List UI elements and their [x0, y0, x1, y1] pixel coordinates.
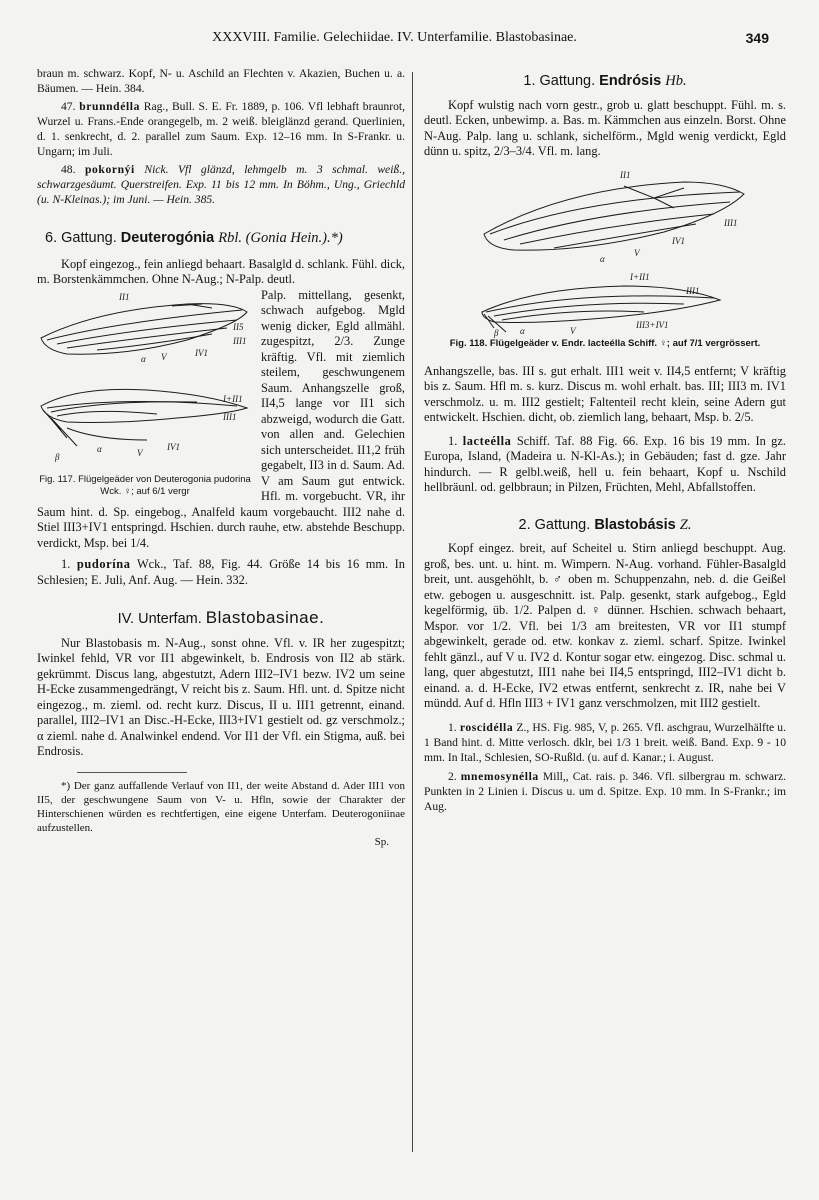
genus-number: 2. Gattung. [518, 516, 591, 533]
species-number: 1. [61, 557, 71, 571]
genus-description: Kopf eingez. breit, auf Scheitel u. Stirn anliegd beschuppt. Aug. groß, bes. unt. u. hint. m. Wimpern. N-Aug. vorhand. Fühler-Basalgld breit, unt. ausgehöhlt, b. ♂ oben m. Schuppenzahn, neb. d. die Geißel etw. gebogen u. ausgeschnitt. ist. Palp. gesenkt, stark aufgebog., Egld kegelförmig, üb. 1/2. Palpen d. ♀ dünner. Hschien. schwach behaart, Mspor. vor 1/2. Vfl. bei 1/3 am breitesten, VR vor II1 stumpf abgewinkelt, gerade od. etw. konkav z. zieml. scharf. Spitze. Iwinkel fehlt gänzl., auf V u. IV2 d. Kontur sogar etw. eingezog. Disc. schmal u. lang, quer abgestutzt, III1 nahe bei II4,5 entspringd, III2–IV1 dicht b. einand. a. d. H-Ecke, IV2 etwas entfernt, senkrecht z. IR, nahe bei V mündd. Auf d. Hfln III3 + IV1 ganz verschmolzen, mit III2 gestielt. [424, 541, 786, 710]
species-entry-48 [37, 162, 405, 207]
species-text: Schiff. Taf. 88 Fig. 66. Exp. 16 bis 19 mm. In gz. Europa, Island, (Madeira u. N-Kl-As.); in Gebäuden; fast d. gze. Jahr hindurch. — R gelbl.weiß, hell u. fein behaart, Kopf u. Nschild hellbräunl. od. gelbbraun; in Pilzen, Früchten, Mehl, Abfallstoffen. [424, 433, 786, 494]
subfamily-name: Blastobasinae. [205, 608, 325, 627]
subfamily-description: Nur Blastobasis m. N-Aug., sonst ohne. Vfl. v. IR her zugespitzt; Iwinkel fehld, VR vor II1 abgewinkelt, b. Endrosis von II2 ab stärk. gekrümmt. Discus lang, abgestutzt, Adern III2–IV1 bezw. IV2 um seine H-Ecke zusammengedrängt, V reicht bis z. Saum. Hfl. unt. d. Spitze nicht eingezog., m. zieml. od. recht kurz. Discus, II u. III1 getrennt, einand. parallel, III2–IV1 an Disc.-H-Ecke, III3+IV1 gestielt od. gz verschmolz.; α zieml. nahe d. Analwinkel endend. Vor II1 der Vfl. ein Stigma, auß. bei Endrosis. [37, 635, 405, 758]
genus-author: Hb. [665, 73, 687, 89]
genus-name: Deuterogónia [120, 230, 215, 246]
running-title: XXXVIII. Familie. Gelechiidae. IV. Unterfamilie. Blastobasinae. [212, 30, 577, 45]
running-header [0, 30, 819, 56]
genus-heading [424, 518, 786, 534]
left-column [37, 66, 405, 1156]
vein-label: V [137, 447, 143, 458]
species-entry-47 [37, 99, 405, 159]
paragraph-braun: braun m. schwarz. Kopf, N- u. Aschild an Flechten v. Akazien, Buchen u. a. Bäumen. — Hein. 384. [37, 67, 405, 95]
footnote: *) Der ganz auffallende Verlauf von II1, der weite Abstand d. Ader III1 von II5, der geschwungene Saum von V- u. Hfln, sowie der Charakter der Hinterschienen würden es rechtfertigen, eine eigene Unterfam. Deuterogoniinae aufzustellen. [37, 779, 405, 834]
vein-label: α [141, 353, 146, 364]
figure-118 [424, 168, 786, 338]
right-column [424, 66, 786, 1156]
figure-117 [37, 290, 253, 496]
species-name: lacteélla [462, 433, 512, 448]
vein-label: V [161, 351, 167, 362]
species-name: mnemosynélla [460, 769, 539, 783]
vein-label: III1 [233, 335, 247, 346]
vein-label: II1 [620, 169, 631, 180]
species-text: Wck., Taf. 88, Fig. 44. Größe 14 bis 16 mm. In Schlesien; E. Juli, Anf. Aug. — Hein. 332. [37, 557, 405, 587]
species-number: 1. [448, 433, 458, 448]
genus-description: Kopf wulstig nach vorn gestr., grob u. glatt beschuppt. Fühl. m. s. deutl. Ecken, unbewimp. a. Bas. m. Kämmchen aus einzeln. Borst. Ohne N-Aug. Palp. lang u. schlank, sichelförm., Mgld wenig verdickt, Egld dünn u. spitz, 2/3–3/4. Vfl. m. lang. [424, 97, 786, 158]
vein-label: III1 [686, 285, 700, 296]
species-text: Mill,, Cat. rais. p. 346. Vfl. silbergrau m. schwarz. Punkten in 2 Linien i. Discus u. um d. Spitze. Exp. 10 mm. In S-Frankr.; im Aug. [424, 769, 786, 813]
vein-label: II1 [119, 291, 130, 302]
subfamily-number: IV. Unterfam. [117, 611, 202, 627]
vein-label: V [634, 247, 640, 258]
wing-venation-drawing [37, 290, 253, 470]
page-number: 349 [745, 30, 769, 46]
species-entry-pudorina [37, 557, 405, 588]
wing-venation-drawing [424, 168, 786, 338]
species-number: 47. [61, 100, 76, 113]
genus-author: Rbl. (Gonia Hein.).*) [218, 230, 343, 246]
species-name: pokornýi [84, 163, 135, 176]
genus-heading [37, 231, 405, 247]
genus-description-b: Anhangszelle, bas. III s. gut erhalt. III1 weit v. II4,5 entfernt; V kräftig bis z. Saum. Hfl m. s. kurz. Discus m. wohl erhalt. bas. III; III3 m. IV1 verschmolz. u. m. III2 gestielt; Faltenteil recht klein, seine Adern gut entwickelt. Hschien. dicht, ob. ziemlich lang, behaart, Msp. b. 2/5. [424, 363, 786, 424]
species-name: pudorína [76, 557, 131, 571]
column-divider [412, 72, 413, 1152]
genus-number: 6. Gattung. [45, 230, 117, 246]
genus-number: 1. Gattung. [523, 73, 596, 89]
figure-117-caption: Fig. 117. Flügelgeäder von Deuterogonia pudorina Wck. ♀; auf 6/1 vergr [39, 474, 251, 497]
genus-heading [424, 74, 786, 90]
vein-label: IV1 [672, 235, 685, 246]
species-text: Nick. Vfl glänzd, lehmgelb m. 3 schmal. weiß., schwarzgesäumt. Querstreifen. Exp. 11 bis 12 mm. In Böhm., Ung., Griechld (u. N-Kleinas.); im Juni. — Hein. 385. [37, 163, 406, 206]
vein-label: III1 [223, 411, 237, 422]
species-entry-roscidella [424, 720, 786, 765]
vein-label: I+II1 [630, 271, 650, 282]
footnote-signature: Sp. [374, 835, 389, 848]
genus-name: Blastobásis [594, 516, 676, 533]
species-entry-lacteella [424, 434, 786, 496]
genus-name: Endrósis [599, 73, 662, 89]
vein-label: α [520, 325, 525, 336]
species-name: roscidélla [459, 720, 514, 734]
species-text: Rag., Bull. S. E. Fr. 1889, p. 106. Vfl lebhaft braunrot, Wurzel u. Frans.-Ende orangegelb, m. 2 weiß. bleiglänzd gerand. Querlinien, d. 1. senkrecht, d. 2. parallel zum Saum. Exp. 12–16 mm. In S-Frankr. u. Ungarn; im Juli. [37, 100, 405, 158]
genus-description-b: Palp. mittellang, gesenkt, schwach aufgebog. Mgld wenig dicker, Egld allmähl. zugespitzt, 2/3. Zunge kräftig. Vfl. mit ziemlich steilem, geschwungenem Saum. Anhangszelle groß, II4,5 lange vor II1 sich abzweigd, wodurch die Gatt. von allen and. Gelechien sich unterscheidet. II1,2 früh gegabelt, II3 in d. Saum. Ad. V am Saum gut entwick. Hfl. m. vorgebucht. VR, ihr Saum hint. d. Sp. eingebog., Analfeld kaum vorgebaucht. III2 nahe d. Stiel III3+IV1 entspringd. Hschien. durch rauhe, etw. abstehde Beschupp. verdickt, Msp. bei 1/4. [37, 287, 405, 550]
vein-label: α [600, 253, 605, 264]
footnote-rule [77, 772, 187, 773]
vein-label: β [55, 451, 60, 462]
species-number: 1. [448, 720, 457, 734]
vein-label: II5 [233, 321, 244, 332]
vein-label: III3+IV1 [636, 319, 669, 330]
genus-description-a: Kopf eingezog., fein anliegd behaart. Basalgld d. schlank. Fühl. dick, m. Borstenkämmchen. Ohne N-Aug.; N-Palp. deutl. [37, 256, 405, 286]
vein-label: IV1 [167, 441, 180, 452]
vein-label: α [97, 443, 102, 454]
species-entry-mnemosynella [424, 769, 786, 814]
species-number: 48. [61, 163, 76, 176]
figure-118-caption: Fig. 118. Flügelgeäder v. Endr. lacteélla Schiff. ♀; auf 7/1 vergrössert. [449, 337, 761, 349]
vein-label: β [494, 327, 499, 338]
genus-author: Z. [679, 516, 692, 533]
vein-label: V [570, 325, 576, 336]
subfamily-heading [37, 610, 405, 628]
species-name: brunndélla [79, 100, 141, 113]
vein-label: III1 [724, 217, 738, 228]
vein-label: I+II1 [223, 393, 243, 404]
species-number: 2. [448, 769, 457, 783]
species-text: Z., HS. Fig. 985, V, p. 265. Vfl. aschgrau, Wurzelhälfte u. 1 Band hint. d. Mitte verlosch. dklr, bei 1/3 1 breit. weiß. Band. Exp. 9 - 10 mm. In Ital., Schlesien, SO-Rußld. (u. auf d. Kanar.; i. August. [424, 720, 786, 764]
vein-label: IV1 [195, 347, 208, 358]
